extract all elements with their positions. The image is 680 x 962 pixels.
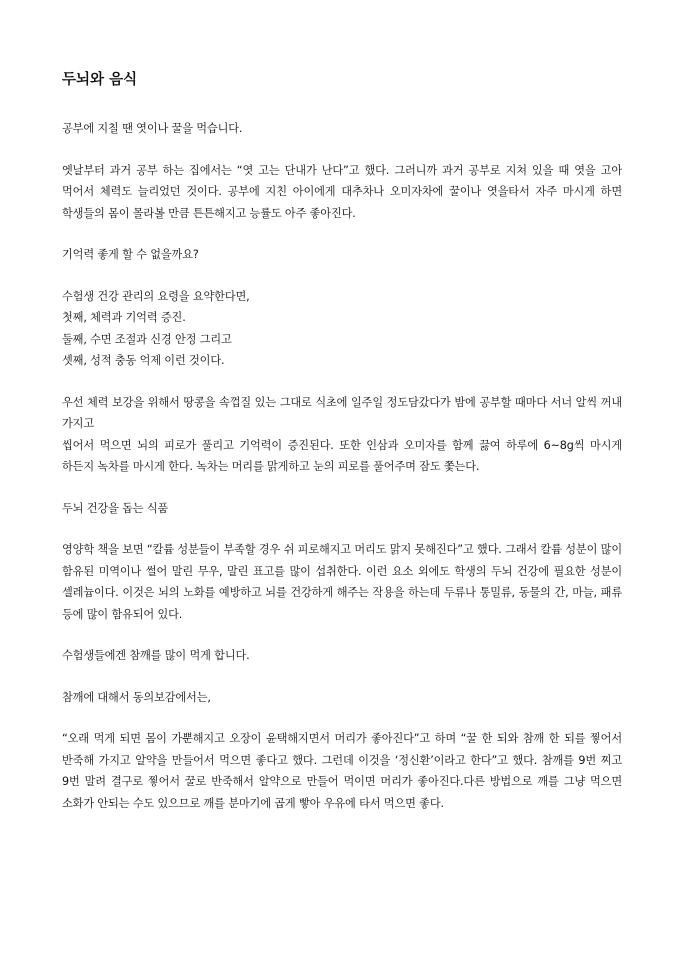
paragraph-peanut-part-1: 우선 체력 보강을 위해서 땅콩을 속껍질 있는 그대로 식초에 일주일 정도담갔다가 밤에 공부할 때마다 서너 알씩 꺼내 가지고: [62, 395, 622, 430]
list-line-first: 첫째, 체력과 기억력 증진.: [62, 311, 186, 324]
list-line-intro: 수험생 건강 관리의 요령을 요약한다면,: [62, 289, 250, 303]
list-line-third: 셋째, 성적 충동 억제 이런 것이다.: [62, 354, 225, 367]
list-line-second: 둘째, 수면 조절과 신경 안정 그리고: [62, 332, 232, 346]
paragraph-peanut-vinegar: [62, 392, 622, 478]
document-title: 두뇌와 음식: [62, 72, 138, 88]
list-health-tips: [62, 286, 622, 372]
heading-memory: 기억력 좋게 할 수 없을까요?: [62, 248, 199, 261]
paragraph-yeot-history: 엣날부터 과거 공부 하는 집에서는 “엿 고는 단내가 난다”고 했다. 그러니까 과거 공부로 지쳐 있을 때 엿을 고아 먹어서 체력도 늘리었던 것이다. 공부에 지친 아이에게 대추차나 오미자차에 꿀이나 엿을타서 자주 마시게 하면 학생들의 몸이 몰라볼 만큼 튼튼해지고 능률도 아주 좋아진다.: [62, 163, 622, 220]
paragraph-donguibogam-intro: 참깨에 대해서 동의보감에서는,: [62, 690, 211, 704]
paragraph-peanut-part-2: 씹어서 먹으면 뇌의 피로가 풀리고 기억력이 증진된다. 또한 인삼과 오미자를 함께 끓여 하루에 6~8g씩 마시게 하든지 녹차를 마시게 한다. 녹차는 머리를 맑게하고 눈의 피로를 풀어주며 잠도 쫓는다.: [62, 438, 622, 473]
heading-brain-foods: 두뇌 건강을 돕는 식품: [62, 501, 169, 515]
paragraph-sesame-recipe: “오래 먹게 되면 몸이 가뿐해지고 오장이 윤택해지면서 머리가 좋아진다”고 하며 “꿀 한 되와 참깨 한 되를 찧어서 반죽해 가지고 알약을 만들어서 먹으면 좋다고 했다. 그런데 이것을 ‘정신환’이라고 한다”고 했다. 참깨를 9번 찌고 9번 말려 결구로 찧어서 꿀로 반죽해서 알약으로 만들어 먹이면 머리가 좋아진다.다른 방법으로 깨를 그냥 먹으면 소화가 안되는 수도 있으므로 깨를 분마기에 곱게 빻아 우유에 타서 먹으면 좋다.: [62, 732, 622, 810]
paragraph-potassium-selenium: 영양학 책을 보면 “칼륨 성분들이 부족할 경우 쉬 피로해지고 머리도 맑지 못해진다”고 했다. 그래서 칼륨 성분이 많이 함유된 미역이나 썰어 말린 무우, 말린 표고를 많이 섭취한다. 이런 요소 외에도 학생의 두뇌 건강에 필요한 성분이 셀레늄이다. 이것은 뇌의 노화를 예방하고 뇌를 건강하게 해주는 작용을 하는데 두류나 통밀류, 동물의 간, 마늘, 패류 등에 많이 함유되어 있다.: [62, 543, 622, 621]
heading-sesame: 수험생들에겐 참깨를 많이 먹게 합니다.: [62, 649, 250, 662]
document-page: [62, 70, 622, 814]
heading-honey-yeot: 공부에 지칠 땐 엿이나 꿀을 먹습니다.: [62, 122, 243, 135]
